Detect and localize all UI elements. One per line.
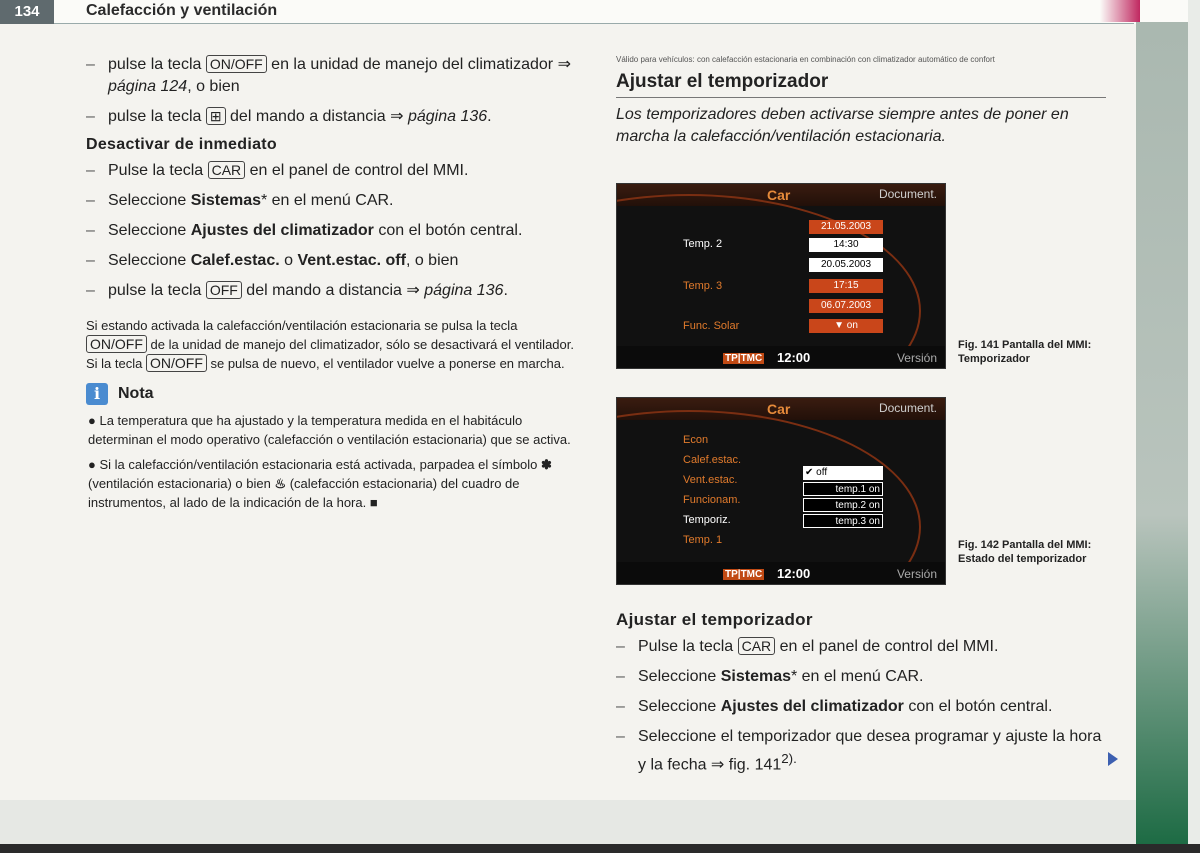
right-column bbox=[616, 54, 1106, 148]
mmi-doc: Document. bbox=[878, 187, 937, 201]
mmi-value: 14:30 bbox=[809, 238, 883, 252]
tp-tmc-indicator: TP|TMC bbox=[725, 353, 763, 364]
menu-term: Sistemas bbox=[720, 668, 791, 685]
text: con el botón central. bbox=[373, 222, 523, 239]
step-item bbox=[86, 280, 578, 302]
figure-caption: Fig. 141 Pantalla del MMI: Temporizador bbox=[958, 339, 1092, 365]
mmi-item: Vent.estac. bbox=[683, 474, 738, 486]
mmi-item: Temp. 2 bbox=[683, 238, 723, 250]
menu-term: Calef.estac. bbox=[190, 252, 280, 269]
timer-steps bbox=[616, 604, 1106, 784]
title-rule bbox=[616, 97, 1106, 98]
text: (ventilación estacionaria) o bien bbox=[88, 476, 275, 491]
text: pulse la tecla bbox=[108, 108, 206, 125]
text: , o bien bbox=[405, 252, 459, 269]
text: en la unidad de manejo del climatizador ⇒ bbox=[266, 56, 571, 73]
intro-text: Los temporizadores deben activarse siempre antes de poner en marcha la calefacción/ventilación estacionaria. bbox=[616, 106, 1069, 145]
off-key: OFF bbox=[206, 281, 242, 299]
mmi-clock: 12:00 bbox=[777, 350, 811, 365]
mmi-value: 06.07.2003 bbox=[809, 299, 883, 313]
step-item bbox=[616, 666, 1106, 688]
text: . bbox=[503, 282, 508, 299]
mmi-footer bbox=[617, 562, 945, 584]
mmi-footer bbox=[617, 346, 945, 368]
text: Si estando activada la calefacción/ventilación estacionaria se pulsa la tecla bbox=[86, 318, 518, 333]
chapter-title: Calefacción y ventilación bbox=[86, 2, 278, 19]
body-paragraph bbox=[86, 316, 578, 373]
on-off-key: ON/OFF bbox=[146, 354, 207, 372]
mmi-screen-timer bbox=[616, 183, 946, 369]
section-title: Ajustar el temporizador bbox=[616, 71, 829, 92]
menu-term: Vent.estac. off bbox=[297, 252, 406, 269]
heating-symbol-icon: ♨ bbox=[274, 476, 287, 491]
mmi-item: Temp. 1 bbox=[683, 534, 723, 546]
mmi-doc: Document. bbox=[878, 401, 937, 415]
mmi-screen-status bbox=[616, 397, 946, 585]
mmi-value: 20.05.2003 bbox=[809, 258, 883, 272]
subheading: Ajustar el temporizador bbox=[616, 610, 813, 629]
note-bullet: ● Si la calefacción/ventilación estacionaria está activada, parpadea el símbolo ✽ (ventilación estacionaria) o bien ♨ (calefacción estacionaria) del cuadro de instrumentos, al lado de la indicación de la hora. ■ bbox=[88, 457, 552, 510]
step-item bbox=[86, 250, 578, 272]
text: pulse la tecla bbox=[108, 56, 206, 73]
page-reference: página 136 bbox=[407, 108, 488, 125]
mmi-value: temp.3 on bbox=[803, 514, 883, 528]
note-bullet: ● La temperatura que ha ajustado y la temperatura medida en el habitáculo determinan el modo operativo (calefacción o ventilación estacionaria) que se activa. bbox=[88, 413, 571, 447]
mmi-value: ▼ on bbox=[809, 319, 883, 333]
section-heading: Desactivar de inmediato bbox=[86, 136, 277, 153]
figure-caption: Fig. 142 Pantalla del MMI: Estado del temporizador bbox=[958, 539, 1092, 565]
car-key: CAR bbox=[208, 161, 246, 179]
next-page-arrow-icon[interactable] bbox=[1108, 752, 1118, 766]
ventilation-symbol-icon: ✽ bbox=[541, 457, 552, 472]
mmi-value: 21.05.2003 bbox=[809, 220, 883, 234]
text: o bbox=[279, 252, 298, 269]
mmi-item: Calef.estac. bbox=[683, 454, 742, 466]
page-reference: página 124 bbox=[108, 78, 188, 95]
car-key: CAR bbox=[738, 637, 776, 655]
mmi-title: Car bbox=[767, 187, 791, 203]
text: La temperatura que ha ajustado y la temperatura medida en el habitáculo determinan el modo operativo (calefacción o ventilación estacionaria) que se activa. bbox=[88, 413, 571, 447]
text: Pulse la tecla bbox=[108, 162, 208, 179]
bottom-band bbox=[0, 800, 1136, 844]
text: en el panel de control del MMI. bbox=[245, 162, 469, 179]
step-item bbox=[616, 726, 1106, 776]
text: en el panel de control del MMI. bbox=[775, 638, 999, 655]
text: Seleccione bbox=[108, 192, 191, 209]
text: * en el menú CAR. bbox=[260, 192, 394, 209]
mmi-item: Econ bbox=[683, 434, 709, 446]
bottom-rule bbox=[0, 844, 1200, 853]
step-item bbox=[86, 220, 578, 242]
on-off-key: ON/OFF bbox=[206, 55, 267, 73]
remote-key: ⊞ bbox=[206, 107, 226, 125]
text: Seleccione bbox=[638, 698, 721, 715]
menu-term: Sistemas bbox=[190, 192, 261, 209]
text: * en el menú CAR. bbox=[790, 668, 924, 685]
text: Seleccione bbox=[638, 668, 721, 685]
mmi-value: temp.1 on bbox=[803, 482, 883, 496]
footnote-mark: 2). bbox=[781, 751, 797, 766]
validity-note: Válido para vehículos: con calefacción estacionaria en combinación con climatizador automático de confort bbox=[616, 55, 995, 64]
tp-tmc-indicator: TP|TMC bbox=[725, 569, 763, 580]
text: , o bien bbox=[187, 78, 240, 95]
note-heading bbox=[86, 383, 578, 405]
mmi-version: Versión bbox=[896, 567, 937, 581]
mmi-value: temp.2 on bbox=[803, 498, 883, 512]
mmi-value: ✔ off bbox=[803, 466, 883, 480]
page-edge-strip bbox=[1136, 22, 1188, 844]
step-item bbox=[86, 160, 578, 182]
text: con el botón central. bbox=[903, 698, 1053, 715]
page-number: 134 bbox=[0, 0, 54, 24]
mmi-item: Temporiz. bbox=[683, 514, 731, 526]
text: Seleccione bbox=[108, 222, 191, 239]
page-reference: página 136 bbox=[424, 282, 504, 299]
text: . bbox=[487, 108, 492, 125]
text: Seleccione el temporizador que desea programar y ajuste la hora y la fecha ⇒ fig. 141 bbox=[638, 728, 1102, 774]
step-item bbox=[86, 190, 578, 212]
text: del mando a distancia ⇒ bbox=[241, 282, 425, 299]
step-item bbox=[616, 696, 1106, 718]
text: pulse la tecla bbox=[108, 282, 206, 299]
header-rule bbox=[54, 23, 1134, 24]
mmi-value: 17:15 bbox=[809, 279, 883, 293]
text: Pulse la tecla bbox=[638, 638, 738, 655]
menu-term: Ajustes del climatizador bbox=[190, 222, 374, 239]
info-icon: i bbox=[86, 383, 108, 405]
step-item bbox=[616, 636, 1106, 658]
mmi-item: Temp. 3 bbox=[683, 280, 723, 292]
text: Si la calefacción/ventilación estacionaria está activada, parpadea el símbolo bbox=[99, 457, 542, 472]
list-item bbox=[86, 106, 578, 128]
text: Seleccione bbox=[108, 252, 191, 269]
menu-term: Ajustes del climatizador bbox=[720, 698, 904, 715]
text: del mando a distancia ⇒ bbox=[225, 108, 408, 125]
text: se pulsa de nuevo, el ventilador vuelve a ponerse en marcha. bbox=[206, 356, 565, 371]
mmi-item: Func. Solar bbox=[683, 320, 740, 332]
mmi-version: Versión bbox=[896, 351, 937, 365]
note-title: Nota bbox=[118, 385, 154, 402]
text: de la unidad de manejo del climatizador, sólo se desactivará el ventilador. Si la tecla bbox=[86, 337, 574, 371]
mmi-item: Funcionam. bbox=[683, 494, 741, 506]
mmi-clock: 12:00 bbox=[777, 566, 811, 581]
mmi-title: Car bbox=[767, 401, 791, 417]
corner-mark bbox=[1100, 0, 1140, 22]
text: (calefacción estacionaria) del cuadro de instrumentos, al lado de la indicación de la hora. ■ bbox=[88, 476, 520, 510]
list-item bbox=[86, 54, 578, 98]
left-column bbox=[86, 54, 578, 518]
on-off-key: ON/OFF bbox=[86, 335, 147, 353]
page-edge bbox=[1188, 0, 1200, 853]
